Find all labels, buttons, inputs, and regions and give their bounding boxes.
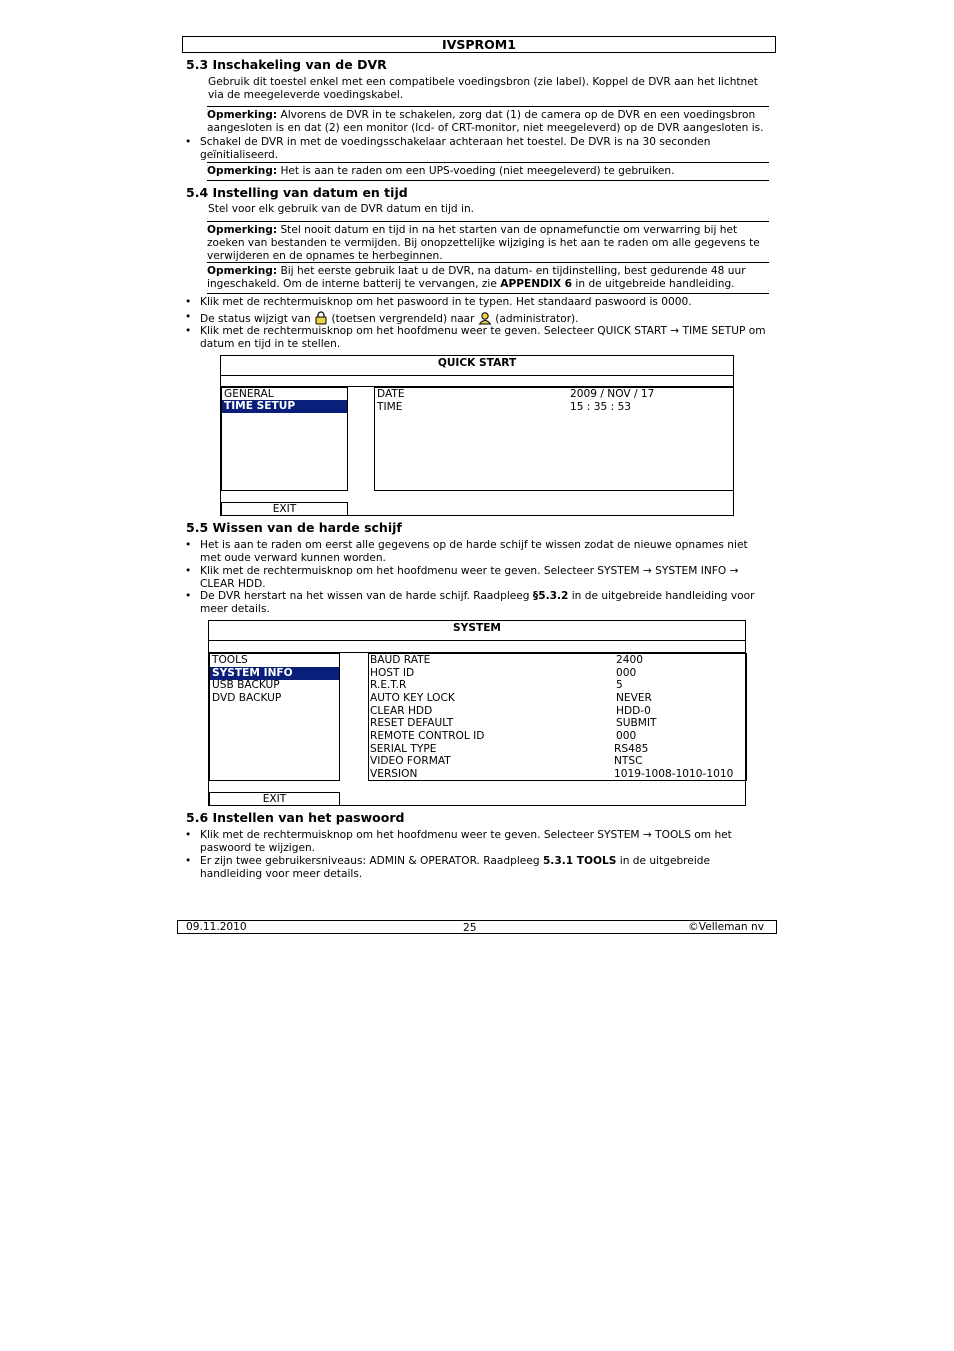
s53-note-1 — [207, 106, 769, 135]
note-label: Opmerking: — [207, 109, 278, 121]
note-bold-ref: APPENDIX 6 — [500, 278, 573, 290]
field-value[interactable]: 2400 — [616, 654, 643, 666]
bullet-text: (administrator). — [491, 313, 579, 325]
field-label-time: TIME — [377, 401, 403, 413]
section-heading-5-6: 5.6 Instellen van het paswoord — [186, 810, 405, 825]
exit-label: EXIT — [272, 503, 297, 515]
system-exit-button[interactable] — [209, 792, 340, 806]
field-value[interactable]: 1019-1008-1010-1010 — [614, 768, 734, 780]
field-value[interactable]: SUBMIT — [616, 717, 657, 729]
field-value[interactable]: HDD-0 — [616, 705, 651, 717]
exit-label: EXIT — [262, 793, 287, 805]
note-text: Bij het eerste gebruik laat u de DVR, na datum- en tijdinstelling, best gedurende 48 uur ingeschakeld. Om de interne batterij te vervangen, zie — [207, 265, 746, 290]
s53-note-2 — [207, 162, 769, 181]
field-label: R.E.T.R — [370, 679, 407, 691]
menu-item-dvd-backup[interactable]: DVD BACKUP — [212, 692, 282, 704]
field-label: RESET DEFAULT — [370, 717, 454, 729]
field-value[interactable]: NTSC — [614, 755, 643, 767]
note-text: Alvorens de DVR in te schakelen, zorg dat (1) de camera op de DVR en een voedingsbron aangesloten is en dat (2) een monitor (lcd- of CRT-monitor, niet meegeleverd) op de DVR aangesloten is. — [207, 109, 764, 134]
document-footer — [177, 920, 777, 934]
quick-start-exit-button[interactable] — [221, 502, 348, 516]
s54-bullet-3: • Klik met de rechtermuisknop om het hoofdmenu weer te geven. Selecteer QUICK START → TIME SETUP om datum en tijd in te stellen. — [200, 325, 770, 351]
s55-bullet-3 — [200, 590, 770, 616]
s53-intro: Gebruik dit toestel enkel met een compatibele voedingsbron (zie label). Koppel de DVR aan het lichtnet via de meegeleverde voedingskabel. — [208, 76, 758, 101]
s55-bullet-2: • Klik met de rechtermuisknop om het hoofdmenu weer te geven. Selecteer SYSTEM → SYSTEM INFO → CLEAR HDD. — [200, 565, 770, 591]
field-value[interactable]: RS485 — [614, 743, 649, 755]
bullet-text: De status wijzigt van — [200, 313, 315, 325]
note-label: Opmerking: — [207, 165, 278, 177]
menu-item-usb-backup[interactable]: USB BACKUP — [212, 679, 280, 691]
field-label: VIDEO FORMAT — [370, 755, 451, 767]
s54-note-1 — [207, 221, 769, 263]
bullet-text: (toetsen vergrendeld) naar — [328, 313, 478, 325]
bullet-text: Er zijn twee gebruikersniveaus: ADMIN & OPERATOR. Raadpleeg — [200, 855, 543, 867]
quick-start-panel — [220, 355, 734, 516]
s54-bullet-1: • Klik met de rechtermuisknop om het paswoord in te typen. Het standaard paswoord is 0000. — [200, 296, 770, 309]
section-heading-5-5: 5.5 Wissen van de harde schijf — [186, 520, 402, 535]
s53-bullet-1: • Schakel de DVR in met de voedingsschakelaar achteraan het toestel. De DVR is na 30 seconden geïnitialiseerd. — [200, 136, 770, 162]
bullet-text: De DVR herstart na het wissen van de harde schijf. Raadpleeg — [200, 590, 533, 602]
note-text: Het is aan te raden om een UPS-voeding (niet meegeleverd) te gebruiken. — [277, 165, 675, 177]
quick-start-menu — [221, 387, 348, 491]
field-value[interactable]: NEVER — [616, 692, 652, 704]
bullet-bold-ref: §5.3.2 — [532, 590, 569, 602]
field-label: BAUD RATE — [370, 654, 431, 666]
lock-icon — [314, 311, 328, 325]
divider — [221, 375, 733, 376]
system-title: SYSTEM — [453, 622, 501, 634]
s54-intro: Stel voor elk gebruik van de DVR datum en tijd in. — [208, 203, 475, 215]
field-value[interactable]: 000 — [616, 730, 637, 742]
footer-date: 09.11.2010 — [186, 921, 247, 933]
field-value[interactable]: 5 — [616, 679, 623, 691]
section-heading-5-4: 5.4 Instelling van datum en tijd — [186, 185, 408, 200]
note-text: in de uitgebreide handleiding. — [572, 278, 735, 290]
s56-bullet-2 — [200, 855, 770, 881]
bullet-text: in de uitgebreide handleiding voor meer details. — [200, 590, 755, 615]
field-label: REMOTE CONTROL ID — [370, 730, 485, 742]
field-label: AUTO KEY LOCK — [370, 692, 455, 704]
menu-item-system-info[interactable]: SYSTEM INFO — [210, 667, 339, 680]
doc-title: IVSPROM1 — [442, 37, 516, 52]
field-value-date[interactable]: 2009 / NOV / 17 — [570, 388, 655, 400]
system-menu — [209, 653, 340, 781]
note-label: Opmerking: — [207, 224, 278, 236]
field-label: HOST ID — [370, 667, 415, 679]
field-value[interactable]: 000 — [616, 667, 637, 679]
footer-copyright: ©Velleman nv — [688, 921, 764, 933]
system-info-fields — [368, 653, 747, 781]
bullet-bold-ref: 5.3.1 TOOLS — [542, 855, 617, 867]
menu-item-general[interactable]: GENERAL — [224, 388, 274, 400]
bullet-text: in de uitgebreide handleiding voor meer details. — [200, 855, 711, 880]
quick-start-title: QUICK START — [437, 357, 517, 369]
system-panel — [208, 620, 746, 806]
document-header — [182, 36, 776, 53]
section-heading-5-3: 5.3 Inschakeling van de DVR — [186, 57, 387, 72]
time-setup-fields — [374, 387, 734, 491]
admin-user-icon — [478, 311, 492, 325]
s55-bullet-1: • Het is aan te raden om eerst alle gegevens op de harde schijf te wissen zodat de nieuwe opnames niet met oude verward kunnen worden. — [200, 539, 770, 565]
field-label: SERIAL TYPE — [370, 743, 437, 755]
menu-item-time-setup[interactable]: TIME SETUP — [222, 400, 347, 413]
field-label: VERSION — [370, 768, 418, 780]
divider — [209, 640, 745, 641]
menu-item-tools[interactable]: TOOLS — [212, 654, 248, 666]
s54-note-2 — [207, 262, 769, 294]
field-value-time[interactable]: 15 : 35 : 53 — [570, 401, 632, 413]
field-label: CLEAR HDD — [370, 705, 433, 717]
s56-bullet-1: • Klik met de rechtermuisknop om het hoofdmenu weer te geven. Selecteer SYSTEM → TOOLS om het paswoord te wijzigen. — [200, 829, 770, 855]
note-text: Stel nooit datum en tijd in na het starten van de opnamefunctie om verwarring bij het zoeken van bestanden te vermijden. Bij onopzettelijke wijziging is het aan te raden om alle gegevens te verwijderen en de opnames te herbeginnen. — [207, 224, 760, 262]
note-label: Opmerking: — [207, 265, 278, 277]
field-label-date: DATE — [377, 388, 405, 400]
s54-bullet-2 — [200, 311, 770, 326]
footer-page-number: 25 — [463, 922, 477, 934]
